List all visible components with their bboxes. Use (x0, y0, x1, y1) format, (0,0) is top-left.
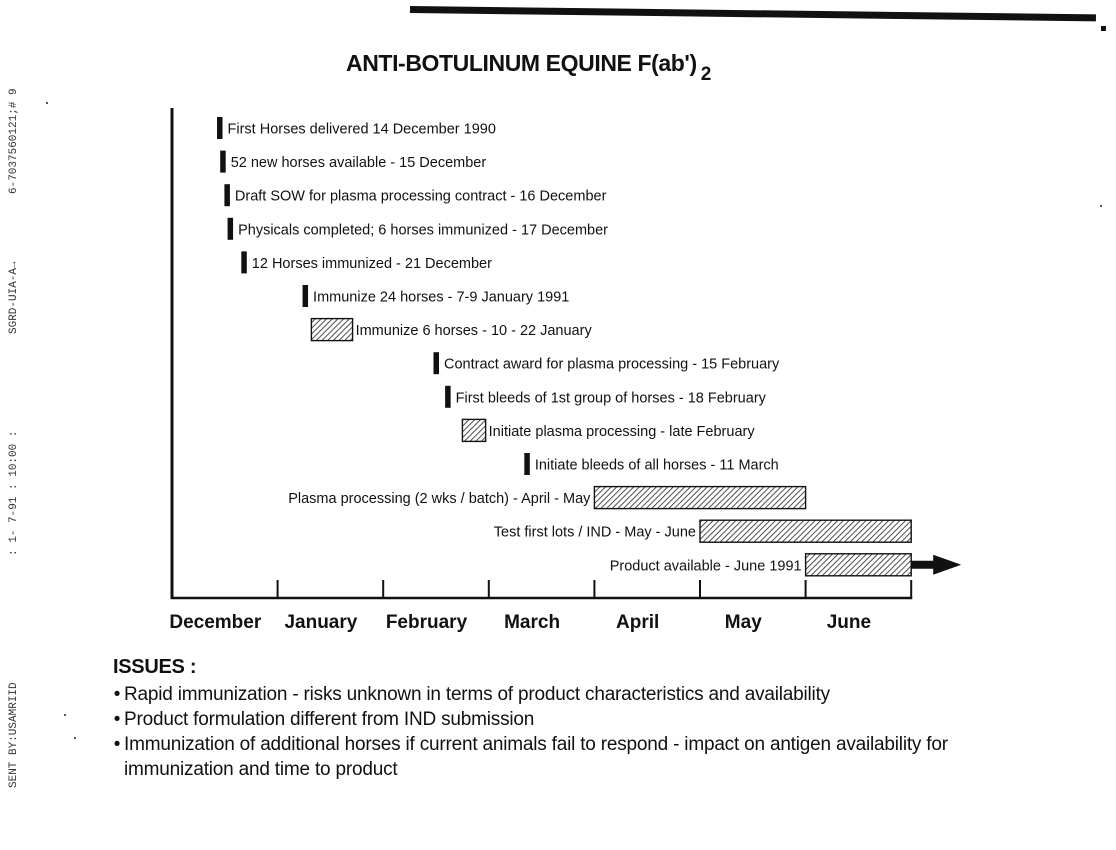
task-label: Initiate bleeds of all horses - 11 March (534, 457, 779, 474)
fax-date-time: : 1- 7-91 : 10:00 : (8, 430, 20, 556)
timeline-task (303, 285, 570, 307)
timeline-task (241, 251, 492, 273)
x-tick-label: December (169, 612, 262, 633)
x-tick-label: March (504, 612, 561, 633)
milestone-marker (303, 285, 309, 307)
fax-office-code: SGRD-UIA-A→ (8, 261, 20, 334)
milestone-marker (220, 151, 226, 173)
x-tick-label: April (616, 612, 660, 633)
timeline-task (462, 419, 755, 441)
x-tick-label: June (826, 612, 872, 633)
timeline-task (434, 352, 781, 374)
title-subscript: 2 (700, 64, 711, 85)
scan-speck (64, 714, 66, 716)
timeline-task (524, 453, 778, 475)
fax-sender: SENT BY:USAMRIID (8, 682, 20, 788)
task-label: Immunize 6 horses - 10 - 22 January (355, 323, 592, 340)
issue-text: Immunization of additional horses if current animals fail to respond - impact on antigen availability for immunization and time to product (124, 734, 948, 780)
task-label: Contract award for plasma processing - 15 February (444, 356, 780, 373)
title-main: ANTI-BOTULINUM EQUINE F(ab') (346, 50, 697, 76)
hatched-bar (806, 554, 912, 576)
hatched-bar (700, 520, 911, 542)
x-tick-label: May (724, 612, 762, 633)
task-label: Initiate plasma processing - late February (488, 423, 755, 440)
issue-item (110, 682, 990, 707)
bullet-icon: • (113, 734, 121, 755)
task-label: 52 new horses available - 15 December (230, 155, 487, 172)
timeline-task (224, 184, 606, 206)
scan-speck (46, 102, 48, 104)
task-label: Plasma processing (2 wks / batch) - April - May (288, 491, 591, 508)
x-tick-label: February (385, 612, 468, 633)
bullet-icon: • (113, 709, 121, 730)
issue-item (110, 732, 990, 782)
task-label: First bleeds of 1st group of horses - 18 February (455, 390, 766, 407)
milestone-marker (445, 386, 451, 408)
scan-speck (74, 737, 76, 739)
issue-text: Product formulation different from IND submission (124, 709, 535, 730)
issue-item (110, 707, 990, 732)
milestone-marker (524, 453, 530, 475)
task-label: First Horses delivered 14 December 1990 (227, 121, 496, 138)
timeline-task (311, 319, 592, 341)
arrow-head-icon (911, 555, 961, 575)
issue-text: Rapid immunization - risks unknown in terms of product characteristics and availability (124, 684, 830, 705)
hatched-bar (311, 319, 352, 341)
bullet-icon: • (113, 684, 121, 705)
issues-heading: ISSUES : (113, 656, 197, 678)
hatched-bar (462, 419, 485, 441)
timeline-task (228, 218, 609, 240)
task-label: Product available - June 1991 (609, 558, 802, 575)
task-label: Draft SOW for plasma processing contract - 16 December (234, 188, 607, 205)
timeline-task (494, 520, 911, 542)
issues-section (110, 656, 990, 782)
x-tick-label: January (284, 612, 358, 633)
timeline-task (445, 386, 767, 408)
task-label: Immunize 24 horses - 7-9 January 1991 (313, 289, 570, 306)
timeline-task (288, 487, 805, 509)
timeline-task (217, 117, 496, 139)
milestone-marker (228, 218, 234, 240)
milestone-marker (434, 352, 440, 374)
task-label: Physicals completed; 6 horses immunized - 17 December (238, 222, 608, 239)
timeline-task (220, 151, 486, 173)
fax-phone-number: 6-7037560121;# 9 (8, 88, 20, 194)
milestone-marker (217, 117, 223, 139)
task-label: 12 Horses immunized - 21 December (251, 255, 492, 272)
hatched-bar (594, 487, 805, 509)
task-label: Test first lots / IND - May - June (493, 524, 696, 541)
scan-speck (1100, 205, 1102, 207)
milestone-marker (241, 251, 247, 273)
timeline-task (610, 554, 961, 576)
milestone-marker (224, 184, 230, 206)
